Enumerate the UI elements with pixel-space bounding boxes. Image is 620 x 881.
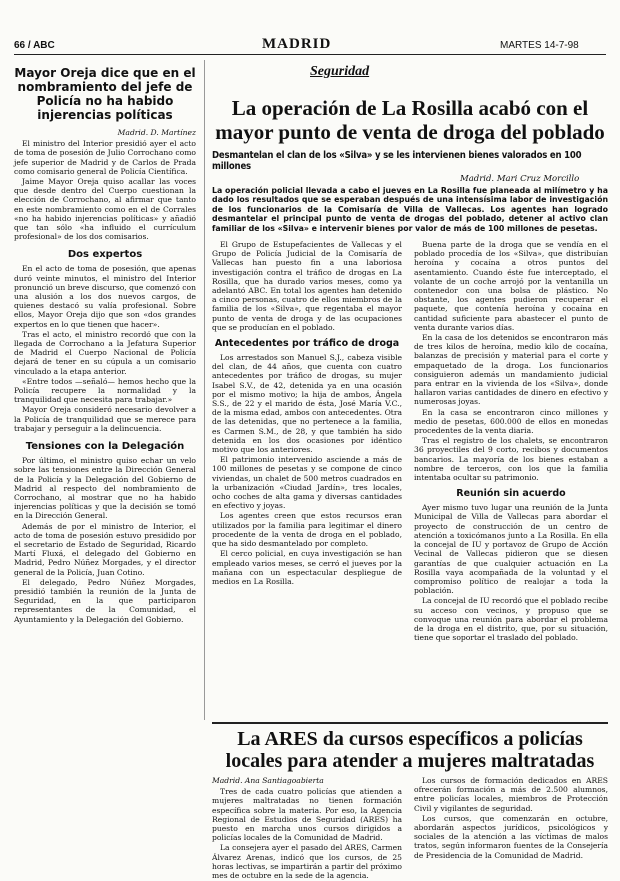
main-column-1 [212,240,402,587]
main-subhead-antecedentes: Antecedentes por tráfico de droga [214,338,400,350]
left-subhead-tensions: Tensiones con la Delegación [25,441,185,453]
main-paragraph: Los arrestados son Manuel S.J., cabeza visible del clan, de 44 años, que cuenta con cuatro antecedentes por tráfico de drogas, su mujer Isabel S.V., de 42, detenida ya en una ocasión por el mismo motivo; la hija de ambos, Ángela S.S., de 22 y el marido de ésta, José María V.C., de la misma edad, ambos con antecedentes. Otra de las detenidas, que no pertenece a la familia, es Carmen S.M., de 28, y que también ha sido detenida en los dos ocasiones por idéntico motivo que los anteriores. [212,353,402,455]
ares-paragraph: Los cursos de formación dedicados en ARES ofrecerán formación a más de 2.500 alumnos, entre policías locales, miembros de Protección Civil y vigilantes de seguridad. [414,776,608,813]
left-paragraph: Además de por el ministro de Interior, el acto de toma de posesión estuvo presidido por el secretario de Estado de Seguridad, Ricardo Martí Fluxá, el delegado del Gobierno en Madrid, Pedro Núñez Morgades, y el director general de la Policía, Juan Cotino. [14,521,196,577]
header-rule [14,54,606,55]
main-subhead: Desmantelan el clan de los «Silva» y se les intervienen bienes valorados en 100 millones [212,150,582,172]
left-article [14,62,196,625]
column-divider [204,60,205,720]
ares-byline: Madrid. Ana Santiagoabierta [212,776,324,785]
main-paragraph: Tras el registro de los chalets, se encontraron 36 proyectiles del 9 corto, recibos y documentos bancarios. La mayoría de los bienes estaban a nombre de terceros, con los que la familia intentaba ocultar su patrimonio. [414,436,608,483]
main-lead: La operación policial llevada a cabo el jueves en La Rosilla fue planeada al milímetro y ha dado los resultados que se esperaban después de una intensísima labor de investigación de los funcionarios de la Comisaría de Villa de Vallecas. Los agentes han logrado desmantelar el principal punto de venta de drogas del poblado, detener al activo clan familiar de los «Silva» e intervenir bienes por valor de más de 100 millones de pesetas. [212,186,608,233]
ares-column-1 [212,776,402,881]
ares-headline: La ARES da cursos específicos a policías locales para atender a mujeres maltratadas [225,728,595,772]
main-paragraph: Los agentes creen que estos recursos eran utilizados por la familia para legitimar el dinero procedente de la venta de droga en el poblado, que ha sido desmantelado por completo. [212,511,402,549]
main-paragraph: En la casa se encontraron cinco millones y medio de pesetas, 600.000 de ellos en monedas procedentes de la venta diaria. [414,407,608,436]
ares-column-2 [414,776,608,861]
left-paragraph: El delegado, Pedro Núñez Morgades, presidió también la reunión de la Junta de Seguridad, en la que participaron representantes de la Comunidad, el Ayuntamiento y la Delegación del Gobierno. [14,577,196,624]
ares-paragraph: La consejera ayer el pasado del ARES, Carmen Álvarez Arenas, indicó que los cursos, de 25 horas lectivas, se impartirán a partir del próximo mes de octubre en la sede de la agencia. [212,843,402,881]
main-paragraph: Ayer mismo tuvo lugar una reunión de la Junta Municipal de Villa de Vallecas para abordar el proyecto de construcción de un centro de atención a toxicómanos junto a La Rosilla. En ella la concejal de IU y portavoz de Grupo de Acción Vecinal de Vallecas pidieron que se diesen garantías de que cualquier actuación en La Rosilla vaya acompañada de la voluntad y el compromiso político de realojar a toda la población. [414,503,608,596]
main-paragraph: En la casa de los detenidos se encontraron más de tres kilos de heroína, medio kilo de cocaína, balanzas de precisión y material para el corte y empaquetado de la droga. Los funcionarios consiguieron además un mandamiento judicial para entrar en la vivienda de los «Silva», donde hallaron varias cantidades de dinero en efectivo y numerosas joyas. [414,333,608,407]
main-paragraph: La concejal de IU recordó que el poblado recibe su acceso con vecinos, y propuso que se convoque una reunión para abordar el problema de la droga en el distrito, que, por su situación, tiene que soportar el traslado del poblado. [414,596,608,643]
left-paragraph: Tras el acto, el ministro recordó que con la llegada de Corrochano a la Jefatura Superior de Madrid el Cuerpo Nacional de Policía dejará de tener en su cúpula a un comisario vinculado a la etapa anterior. [14,329,196,376]
page-number: 66 / ABC [14,40,55,51]
issue-date: MARTES 14-7-98 [500,40,579,51]
section-title: MADRID [262,36,332,52]
ares-paragraph: Los cursos, que comenzarán en octubre, abordarán aspectos jurídicos, psicológicos y sociales de la atención a las víctimas de malos tratos, según informaron fuentes de la Consejería de Presidencia de la Comunidad de Madrid. [414,813,608,860]
left-paragraph: «Entre todos —señaló— hemos hecho que la Policía recupere la normalidad y la tranquilidad que necesita para trabajar.» [14,376,196,405]
main-subhead-reunion: Reunión sin acuerdo [456,488,566,500]
left-article-title: Mayor Oreja dice que en el nombramiento del jefe de Policía no ha habido injerencias políticas [14,66,196,122]
left-article-byline: Madrid. D. Martínez [117,128,196,137]
left-paragraph: Mayor Oreja consideró necesario devolver a la Policía de tranquilidad que se merece para trabajar y perseguir a la delincuencia. [14,405,196,433]
left-paragraph: Jaime Mayor Oreja quiso acallar las voces que desde dentro del Cuerpo cuestionan la elección de Corrochano, al afirmar que tanto en este nombramiento como en el de Corrales «no ha habido injerencias políticas» y añadió que tan sólo «ha influido el currículum profesional» de los dos comisarios. [14,177,196,242]
main-paragraph: Buena parte de la droga que se vendía en el poblado procedía de los «Silva», que distribuían heroína y cocaína a otros puntos del asentamiento. Cuando éste fue interceptado, el volante de un coche arrojó por la ventanilla un contenedor con una bolsa de plástico. No obstante, los agentes pudieron recuperar el paquete, que contenía heroína y cocaína en cantidad suficiente para abastecer el punto de venta durante varios días. [414,240,608,332]
main-paragraph: El cerco policial, en cuya investigación se han empleado varios meses, se cerró el jueves por la mañana con un espectacular despliegue de medios en La Rosilla. [212,549,402,586]
main-byline: Madrid. Mari Cruz Morcillo [460,174,580,184]
ares-rule [212,722,608,724]
main-paragraph: El patrimonio intervenido asciende a más de 100 millones de pesetas y se compone de cinco viviendas, un chalet de 500 metros cuadrados en la urbanización «Ciudad Jardín», tres locales, ocho coches de alta gama y diversas cantidades en efectivo y joyas. [212,455,402,511]
left-paragraph: Por último, el ministro quiso echar un velo sobre las tensiones entre la Dirección General de la Policía y la Delegación del Gobierno de Madrid al respecto del nombramiento de Corrochano, al mostrar que no ha habido injerencias políticas y que la decisión se tomó en la Dirección General. [14,456,196,521]
main-column-2 [414,240,608,643]
left-paragraph: El ministro del Interior presidió ayer el acto de toma de posesión de Julio Corrochano como jefe superior de Madrid y de Carlos de Prada como comisario general de Policía Científica. [14,139,196,176]
left-subhead-experts: Dos expertos [67,249,143,261]
main-headline: La operación de La Rosilla acabó con el mayor punto de venta de droga del poblado [215,96,605,144]
section-tag: Seguridad [310,64,370,79]
main-paragraph: El Grupo de Estupefacientes de Vallecas y el Grupo de Policía Judicial de la Comisaría de Vallecas han puesto fin a una laboriosa investigación contra el tráfico de drogas en La Rosilla, que ha durado varios meses, como ya adelantó ABC. En total los agentes han detenido a cinco personas, cuatro de ellos miembros de la familia de los «Silva», que regentaba el mayor punto de venta de droga y de las ocupaciones que se producían en el poblado. [212,240,402,332]
left-paragraph: En el acto de toma de posesión, que apenas duró veinte minutos, el ministro del Interior pronunció un breve discurso, que comenzó con una alusión a los dos nuevos cargos, de quienes destacó su valía profesional. Sobre ellos, Mayor Oreja dijo que son «dos grandes expertos en lo que tienen que hacer». [14,264,196,329]
ares-paragraph: Tres de cada cuatro policías que atienden a mujeres maltratadas no tienen formación específica sobre la materia. Por eso, la Agencia Regional de Estudios de Seguridad (ARES) ha puesto en marcha unos cursos dirigidos a policías locales de la Comunidad de Madrid. [212,787,402,843]
